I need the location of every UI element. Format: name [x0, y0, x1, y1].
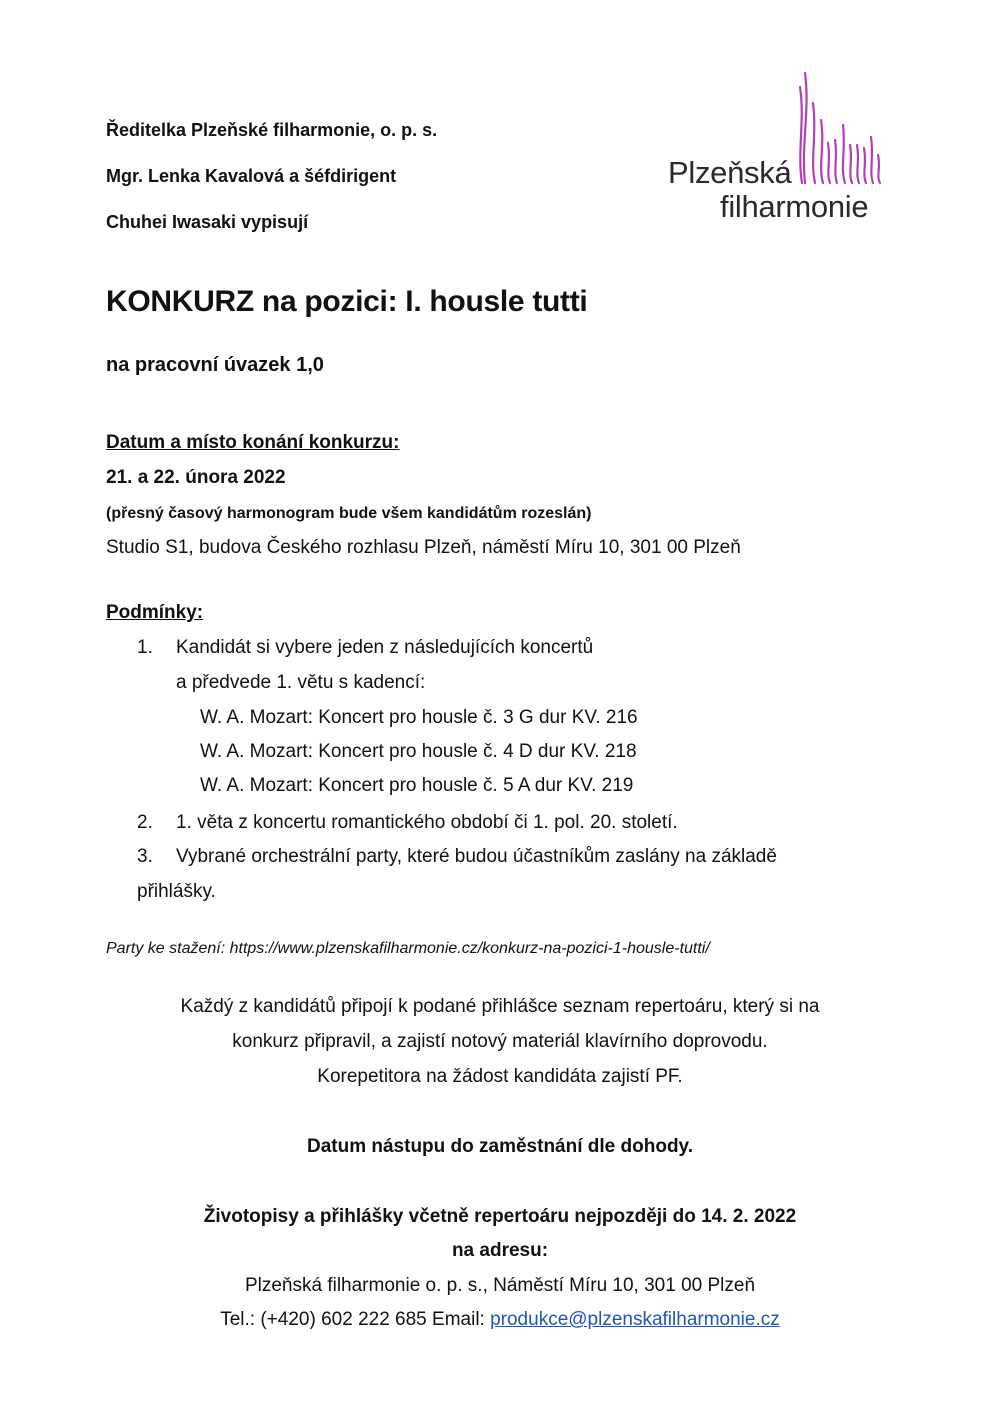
- condition-1-text: Kandidát si vybere jeden z následujících koncertů: [176, 637, 594, 658]
- contact-address: Plzeňská filharmonie o. p. s., Náměstí Míru 10, 301 00 Plzeň: [244, 1275, 756, 1296]
- condition-3-text-cont: přihlášky.: [137, 881, 216, 902]
- wave-stroke: [850, 145, 852, 183]
- deadline-line-1: Životopisy a přihlášky včetně repertoáru nejpozději do 14. 2. 2022: [203, 1206, 797, 1227]
- condition-1-text-cont: a předvede 1. větu s kadencí:: [176, 672, 426, 693]
- schedule-note: (přesný časový harmonogram bude všem kandidátům rozeslán): [106, 505, 592, 522]
- wave-stroke: [821, 120, 823, 183]
- header-line-1: Ředitelka Plzeňské filharmonie, o. p. s.: [106, 120, 438, 140]
- condition-3-number: 3.: [137, 846, 153, 867]
- wave-stroke: [864, 148, 866, 183]
- wave-stroke: [835, 140, 837, 183]
- contact-phone: Tel.: (+420) 602 222 685 Email:: [220, 1309, 491, 1330]
- logo: [665, 65, 890, 225]
- audition-place: Studio S1, budova Českého rozhlasu Plzeň, náměstí Míru 10, 301 00 Plzeň: [106, 537, 741, 558]
- conditions-heading: Podmínky:: [106, 602, 204, 623]
- wave-stroke: [800, 87, 802, 183]
- concerto-option: W. A. Mozart: Koncert pro housle č. 4 D dur KV. 218: [200, 741, 637, 762]
- header-line-2: Mgr. Lenka Kavalová a šéfdirigent: [106, 166, 397, 186]
- wave-stroke: [828, 143, 830, 183]
- page-subtitle: na pracovní úvazek 1,0: [106, 354, 324, 376]
- condition-2-text: 1. věta z koncertu romantického období či 1. pol. 20. století.: [176, 812, 678, 833]
- contact-line: [0, 1309, 1000, 1331]
- date-section-heading: Datum a místo konání konkurzu:: [106, 432, 400, 453]
- wave-stroke: [804, 73, 807, 183]
- paragraph-line-3: Korepetitora na žádost kandidáta zajistí PF.: [317, 1066, 683, 1087]
- wave-stroke: [843, 125, 845, 183]
- paragraph-line-1: Každý z kandidátů připojí k podané přihlášce seznam repertoáru, který si na: [180, 996, 820, 1017]
- parts-download-link[interactable]: Party ke stažení: https://www.plzenskafilharmonie.cz/konkurz-na-pozici-1-housle-tutti/: [106, 940, 710, 957]
- concerto-option: W. A. Mozart: Koncert pro housle č. 3 G dur KV. 216: [200, 707, 638, 728]
- wave-stroke: [813, 103, 815, 183]
- wave-stroke: [871, 137, 873, 183]
- header-line-3: Chuhei Iwasaki vypisují: [106, 212, 309, 232]
- condition-2-number: 2.: [137, 812, 153, 833]
- condition-3-text: Vybrané orchestrální party, které budou účastníkům zaslány na základě: [176, 846, 777, 867]
- condition-1-number: 1.: [137, 637, 153, 658]
- paragraph-line-2: konkurz připravil, a zajistí notový materiál klavírního doprovodu.: [232, 1031, 768, 1052]
- page-title: KONKURZ na pozici: I. housle tutti: [106, 285, 588, 318]
- wave-stroke: [857, 145, 859, 183]
- email-link[interactable]: produkce@plzenskafilharmonie.cz: [490, 1309, 780, 1330]
- logo-text-line1: Plzeňská: [668, 155, 792, 190]
- audition-date: 21. a 22. února 2022: [106, 467, 286, 488]
- wave-stroke: [878, 155, 880, 183]
- deadline-line-2: na adresu:: [451, 1240, 549, 1261]
- concerto-option: W. A. Mozart: Koncert pro housle č. 5 A dur KV. 219: [200, 775, 634, 796]
- start-date-note: Datum nástupu do zaměstnání dle dohody.: [306, 1136, 693, 1157]
- logo-text-line2: filharmonie: [720, 189, 869, 224]
